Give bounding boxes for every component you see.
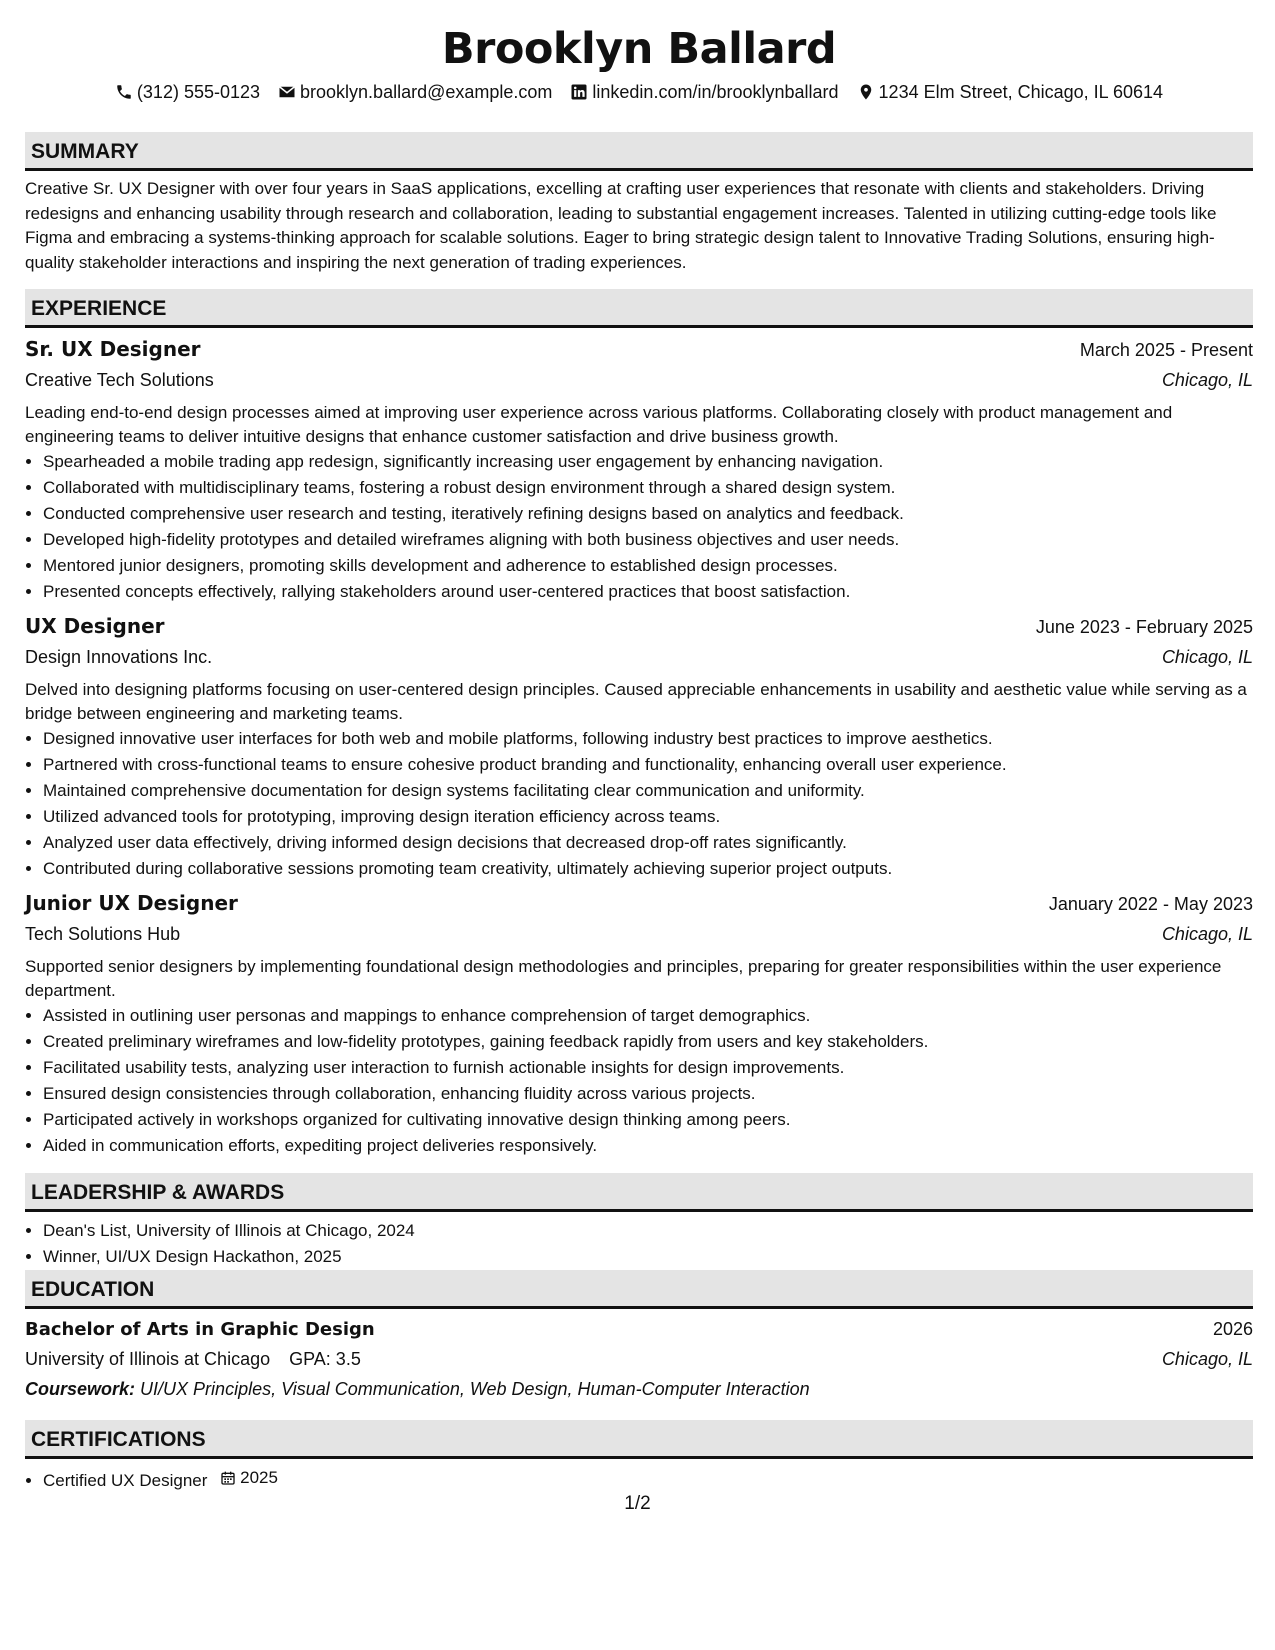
job-bullets [25,726,1253,882]
list-item: • Aided in communication efforts, expediting project deliveries responsively. [43,1133,1253,1159]
list-item: • Ensured design consistencies through collaboration, enhancing fluidity across various projects. [43,1081,1253,1107]
list-item [43,1465,1253,1494]
calendar-icon [220,1470,236,1486]
section-heading-certifications: CERTIFICATIONS [25,1420,1253,1459]
job-description: Delved into designing platforms focusing on user-centered design principles. Caused appreciable enhancements in usability and aesthetic value while serving as a bridge between engineering and marketing teams. [25,680,1247,723]
list-item: • Analyzed user data effectively, driving informed design decisions that decreased drop-off rates significantly. [43,830,1253,856]
summary-section [25,132,1253,275]
list-item: • Created preliminary wireframes and low-fidelity prototypes, gaining feedback rapidly from users and key stakeholders. [43,1029,1253,1055]
certifications-section [25,1420,1253,1494]
linkedin-text: linkedin.com/in/brooklynballard [592,82,839,102]
gpa: GPA: 3.5 [289,1349,361,1369]
list-item: • Maintained comprehensive documentation for design systems facilitating clear communication and uniformity. [43,778,1253,804]
job-dates: March 2025 - Present [1079,340,1253,360]
list-item: • Contributed during collaborative sessions promoting team creativity, ultimately achieving superior project outputs. [43,856,1253,882]
coursework [25,1374,1253,1404]
awards-section [25,1173,1253,1270]
list-item: • Utilized advanced tools for prototyping, improving design iteration efficiency across teams. [43,804,1253,830]
job-entry [25,611,1253,882]
coursework-label: Coursework: [25,1379,136,1399]
job-location: Chicago, IL [1161,370,1253,390]
resume-page [25,0,1253,1494]
envelope-icon [278,83,296,101]
job-entry [25,888,1253,1159]
contact-email[interactable] [278,80,552,104]
job-title: Sr. UX Designer [25,337,201,361]
job-bullets [25,1003,1253,1159]
list-item: • Dean's List, University of Illinois at Chicago, 2024 [43,1218,1253,1244]
section-heading-experience: EXPERIENCE [25,289,1253,328]
map-pin-icon [857,83,875,101]
summary-text: Creative Sr. UX Designer with over four years in SaaS applications, excelling at crafting user experiences that resonate with clients and stakeholders. Driving redesigns and enhancing usability through research and collaboration, leading to substantial engagement increases. Talented in utilizing cutting-edge tools like Figma and embracing a systems-thinking approach for scalable solutions. Eager to bring strategic design talent to Innovative Trading Solutions, ensuring high-quality stakeholder interactions and inspiring the next generation of trading experiences. [25,179,1217,272]
list-item: • Designed innovative user interfaces for both web and mobile platforms, following industry best practices to improve aesthetics. [43,726,1253,752]
section-heading-awards: LEADERSHIP & AWARDS [25,1173,1253,1212]
job-title: UX Designer [25,614,165,638]
job-location: Chicago, IL [1161,647,1253,667]
job-entry [25,334,1253,605]
phone-icon [115,83,133,101]
list-item: • Developed high-fidelity prototypes and detailed wireframes aligning with both business objectives and user needs. [43,527,1253,553]
list-item: • Participated actively in workshops organized for cultivating innovative design thinking among peers. [43,1107,1253,1133]
certification-name: Certified UX Designer [43,1471,208,1490]
list-item: • Winner, UI/UX Design Hackathon, 2025 [43,1244,1253,1270]
job-dates: January 2022 - May 2023 [1048,894,1253,914]
certification-year: 2025 [240,1468,278,1487]
job-dates: June 2023 - February 2025 [1035,617,1253,637]
coursework-list: UI/UX Principles, Visual Communication, Web Design, Human-Computer Interaction [140,1379,810,1399]
phone-text: (312) 555-0123 [136,82,261,102]
section-heading-summary: SUMMARY [25,132,1253,171]
linkedin-icon [570,83,588,101]
contact-phone[interactable] [115,80,260,104]
awards-list [25,1218,1253,1270]
company-name: Tech Solutions Hub [25,924,181,944]
school-name: University of Illinois at Chicago [25,1349,271,1369]
certifications-list [25,1465,1253,1494]
degree-title: Bachelor of Arts in Graphic Design [25,1319,375,1340]
certification-date [220,1465,278,1491]
list-item: • Partnered with cross-functional teams to ensure cohesive product branding and functionality, enhancing overall user experience. [43,752,1253,778]
job-title: Junior UX Designer [25,891,238,915]
job-description: Leading end-to-end design processes aimed at improving user experience across various platforms. Collaborating closely with product management and engineering teams to deliver intuitive designs that enhance customer satisfaction and drive business growth. [25,403,1173,446]
list-item: • Assisted in outlining user personas and mappings to enhance comprehension of target demographics. [43,1003,1253,1029]
candidate-name: Brooklyn Ballard [441,24,837,74]
list-item: • Presented concepts effectively, rallying stakeholders around user-centered practices that boost satisfaction. [43,579,1253,605]
list-item: • Conducted comprehensive user research and testing, iteratively refining designs based on analytics and feedback. [43,501,1253,527]
section-heading-education: EDUCATION [25,1270,1253,1309]
school-line [25,1344,361,1374]
job-bullets [25,449,1253,605]
contact-bar [25,80,1253,104]
address-text: 1234 Elm Street, Chicago, IL 60614 [878,82,1164,102]
job-description: Supported senior designers by implementing foundational design methodologies and principles, preparing for greater responsibilities within the user experience department. [25,957,1222,1000]
job-location: Chicago, IL [1161,924,1253,944]
contact-address [857,80,1164,104]
experience-section [25,289,1253,1159]
list-item: • Mentored junior designers, promoting skills development and adherence to established design processes. [43,553,1253,579]
list-item: • Facilitated usability tests, analyzing user interaction to furnish actionable insights for design improvements. [43,1055,1253,1081]
education-section [25,1270,1253,1404]
page-number: 1/2 [624,1493,651,1514]
list-item: • Spearheaded a mobile trading app redesign, significantly increasing user engagement by enhancing navigation. [43,449,1253,475]
company-name: Design Innovations Inc. [25,647,213,667]
company-name: Creative Tech Solutions [25,370,214,390]
graduation-year: 2026 [1212,1319,1253,1339]
contact-linkedin[interactable] [570,80,838,104]
email-text: brooklyn.ballard@example.com [300,82,553,102]
school-location: Chicago, IL [1161,1349,1253,1369]
list-item: • Collaborated with multidisciplinary teams, fostering a robust design environment through a shared design system. [43,475,1253,501]
